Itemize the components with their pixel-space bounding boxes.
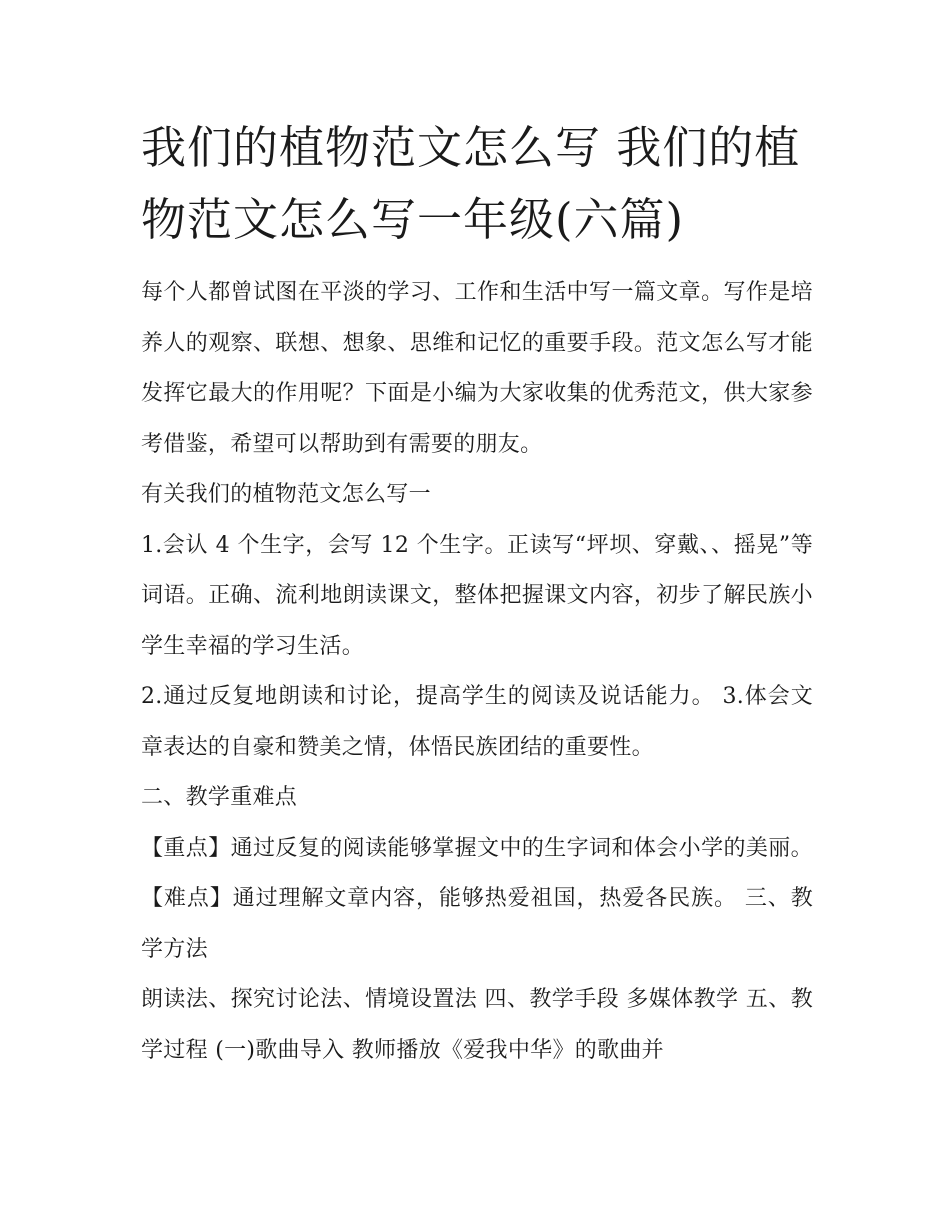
- objective-paragraph-1: 1.会认 4 个生字，会写 12 个生字。正读写“坪坝、穿戴、、摇晃”等词语。正确、流利地朗读课文，整体把握课文内容，初步了解民族小学生幸福的学习生活。: [141, 532, 813, 659]
- teaching-process-paragraph: 朗读法、探究讨论法、情境设置法 四、教学手段 多媒体教学 五、教学过程 (一)歌曲导入 教师播放《爱我中华》的歌曲并: [141, 987, 813, 1063]
- document-body: [141, 112, 813, 1076]
- section-heading: 有关我们的植物范文怎么写一: [141, 482, 431, 507]
- key-points-heading: 二、教学重难点: [141, 785, 298, 810]
- document-title: 我们的植物范文怎么写 我们的植物范文怎么写一年级(六篇): [141, 121, 801, 246]
- objective-paragraph-2: 2.通过反复地朗读和讨论，提高学生的阅读及说话能力。 3.体会文章表达的自豪和赞美之情，体悟民族团结的重要性。: [141, 684, 813, 760]
- key-points-paragraph: 【重点】通过反复的阅读能够掌握文中的生字词和体会小学的美丽。 【难点】通过理解文章内容，能够热爱祖国，热爱各民族。 三、教学方法: [141, 835, 813, 962]
- intro-paragraph: 每个人都曾试图在平淡的学习、工作和生活中写一篇文章。写作是培养人的观察、联想、想象、思维和记忆的重要手段。范文怎么写才能发挥它最大的作用呢？下面是小编为大家收集的优秀范文，供大家参考借鉴，希望可以帮助到有需要的朋友。: [141, 280, 813, 457]
